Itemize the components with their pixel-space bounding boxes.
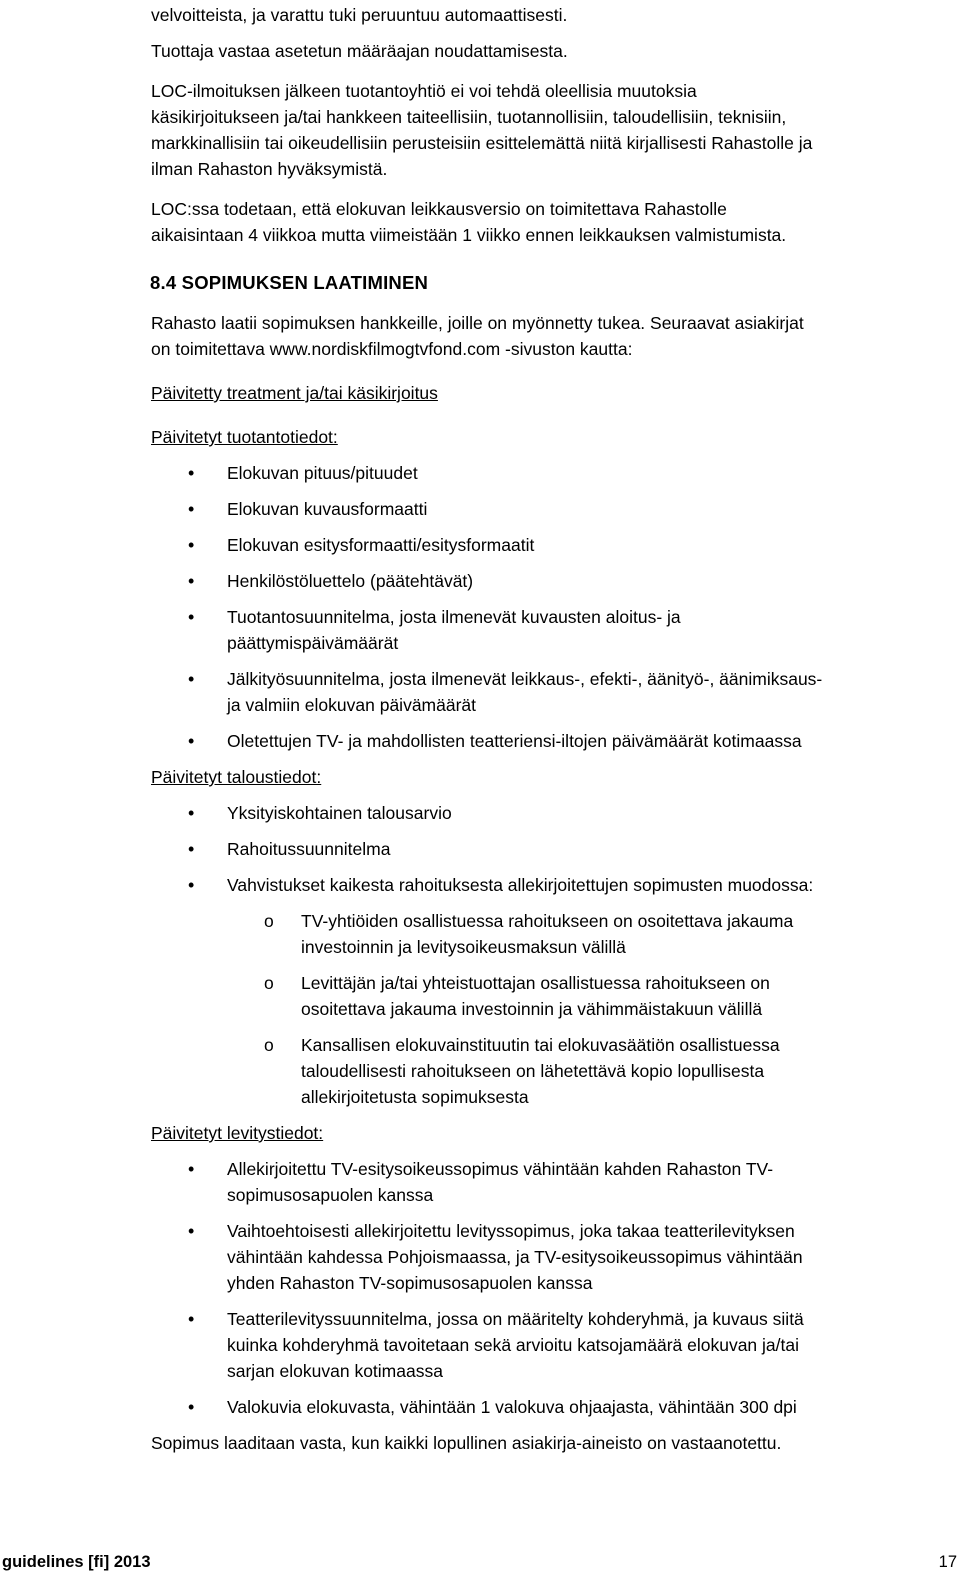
list-item <box>151 1394 951 1420</box>
treatment-heading: Päivitetty treatment ja/tai käsikirjoitus <box>151 383 438 403</box>
list-item-line: Teatterilevityssuunnitelma, jossa on määritelty kohderyhmä, ja kuvaus siitä <box>227 1309 804 1329</box>
sub-list-item <box>151 908 951 960</box>
list-item <box>151 568 951 594</box>
line: LOC:ssa todetaan, että elokuvan leikkausversio on toimitettava Rahastolle <box>151 199 727 219</box>
list-item-line: yhden Rahaston TV-sopimusosapuolen kanssa <box>227 1273 593 1293</box>
list-item-line: Levittäjän ja/tai yhteistuottajan osallistuessa rahoitukseen on <box>301 973 770 993</box>
section-heading: 8.4 SOPIMUKSEN LAATIMINEN <box>150 272 429 293</box>
list-item-line: Elokuvan kuvausformaatti <box>227 499 428 519</box>
list-item-line: Tuotantosuunnitelma, josta ilmenevät kuvausten aloitus- ja <box>227 607 681 627</box>
line: käsikirjoitukseen ja/tai hankkeen taiteellisiin, tuotannollisiin, taloudellisiin, teknisiin, <box>151 107 787 127</box>
finance-sublist <box>151 908 951 1110</box>
list-item-line: Kansallisen elokuvainstituutin tai elokuvasäätiön osallistuessa <box>301 1035 780 1055</box>
list-item-line: Valokuvia elokuvasta, vähintään 1 valokuva ohjaajasta, vähintään 300 dpi <box>227 1397 797 1417</box>
line: ilman Rahaston hyväksymistä. <box>151 159 388 179</box>
paragraph <box>151 196 951 248</box>
list-item-line: Yksityiskohtainen talousarvio <box>227 803 452 823</box>
list-item <box>151 460 951 486</box>
footer-title: guidelines [fi] 2013 <box>2 1553 151 1571</box>
distribution-list <box>151 1156 951 1420</box>
paragraph: Tuottaja vastaa asetetun määräajan noudattamisesta. <box>151 41 568 61</box>
list-item-line: Allekirjoitettu TV-esitysoikeussopimus vähintään kahden Rahaston TV- <box>227 1159 774 1179</box>
list-item <box>151 872 951 898</box>
sub-list-item <box>151 1032 951 1110</box>
list-item-line: TV-yhtiöiden osallistuessa rahoitukseen on osoitettava jakauma <box>301 911 794 931</box>
finance-list <box>151 800 951 898</box>
section-intro <box>151 310 951 362</box>
list-item-line: allekirjoitetusta sopimuksesta <box>301 1087 529 1107</box>
production-list <box>151 460 951 754</box>
sub-list-item <box>151 970 951 1022</box>
list-item <box>151 666 951 718</box>
circle-bullet-icon: o <box>264 973 274 993</box>
production-heading: Päivitetyt tuotantotiedot: <box>151 427 338 447</box>
list-item-line: sarjan elokuvan kotimaassa <box>227 1361 443 1381</box>
list-item-line: kuinka kohderyhmä tavoitetaan sekä arvioitu katsojamäärä elokuvan ja/tai <box>227 1335 799 1355</box>
line: Rahasto laatii sopimuksen hankkeille, joille on myönnetty tukea. Seuraavat asiakirjat <box>151 313 804 333</box>
list-item <box>151 604 951 656</box>
list-item-line: Elokuvan pituus/pituudet <box>227 463 418 483</box>
circle-bullet-icon: o <box>264 1035 274 1055</box>
list-item-line: Rahoitussuunnitelma <box>227 839 391 859</box>
list-item <box>151 800 951 826</box>
list-item-line: investoinnin ja levitysoikeusmaksun välillä <box>301 937 626 957</box>
list-item-line: osoitettava jakauma investoinnin ja vähimmäistakuun välillä <box>301 999 763 1019</box>
closing-paragraph: Sopimus laaditaan vasta, kun kaikki lopullinen asiakirja-aineisto on vastaanotettu. <box>151 1433 782 1453</box>
list-item <box>151 532 951 558</box>
list-item <box>151 1156 951 1208</box>
circle-bullet-icon: o <box>264 911 274 931</box>
list-item-line: Vahvistukset kaikesta rahoituksesta allekirjoitettujen sopimusten muodossa: <box>227 875 814 895</box>
list-item <box>151 836 951 862</box>
list-item <box>151 1306 951 1384</box>
paragraph: velvoitteista, ja varattu tuki peruuntuu automaattisesti. <box>151 5 568 25</box>
document-body <box>151 0 951 1456</box>
list-item-line: vähintään kahdessa Pohjoismaassa, ja TV-esitysoikeussopimus vähintään <box>227 1247 803 1267</box>
line: markkinallisiin tai oikeudellisiin perusteisiin esittelemättä niitä kirjallisesti Rahastolle ja <box>151 133 813 153</box>
distribution-heading: Päivitetyt levitystiedot: <box>151 1123 324 1143</box>
paragraph <box>151 78 951 182</box>
list-item-line: päättymispäivämäärät <box>227 633 399 653</box>
line: on toimitettava www.nordiskfilmogtvfond.com -sivuston kautta: <box>151 339 633 359</box>
line: aikaisintaan 4 viikkoa mutta viimeistään 1 viikko ennen leikkauksen valmistumista. <box>151 225 787 245</box>
list-item <box>151 728 951 754</box>
list-item-line: taloudellisesti rahoitukseen on lähetettävä kopio lopullisesta <box>301 1061 765 1081</box>
list-item-line: sopimusosapuolen kanssa <box>227 1185 434 1205</box>
list-item-line: Oletettujen TV- ja mahdollisten teatteriensi-iltojen päivämäärät kotimaassa <box>227 731 802 751</box>
list-item-line: Vaihtoehtoisesti allekirjoitettu levityssopimus, joka takaa teatterilevityksen <box>227 1221 795 1241</box>
list-item-line: ja valmiin elokuvan päivämäärät <box>227 695 477 715</box>
line: LOC-ilmoituksen jälkeen tuotantoyhtiö ei voi tehdä oleellisia muutoksia <box>151 81 697 101</box>
finance-heading: Päivitetyt taloustiedot: <box>151 767 322 787</box>
list-item <box>151 1218 951 1296</box>
list-item-line: Henkilöstöluettelo (päätehtävät) <box>227 571 474 591</box>
page-number: 17 <box>938 1553 957 1571</box>
list-item-line: Elokuvan esitysformaatti/esitysformaatit <box>227 535 535 555</box>
list-item <box>151 496 951 522</box>
list-item-line: Jälkityösuunnitelma, josta ilmenevät leikkaus-, efekti-, äänityö-, äänimiksaus- <box>227 669 823 689</box>
